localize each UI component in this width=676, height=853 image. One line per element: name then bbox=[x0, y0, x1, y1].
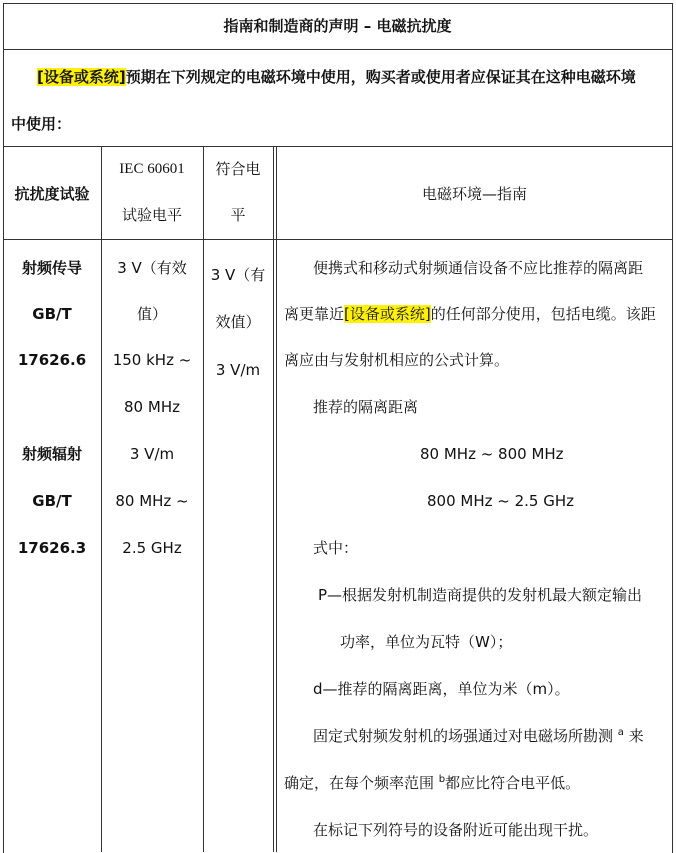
test-rf-conducted-std-2: 17626.6 bbox=[17, 351, 87, 369]
iec-freq-conducted-2: 80 MHz bbox=[124, 398, 180, 416]
test-rf-radiated-std-2: 17626.3 bbox=[17, 539, 87, 557]
guidance-fixed-line-1-post: 来 bbox=[628, 727, 644, 745]
test-rf-radiated: 射频辐射 bbox=[21, 445, 82, 463]
header-compliance-1: 符合电 bbox=[215, 160, 261, 178]
guidance-recommended-distance: 推荐的隔离距离 bbox=[313, 398, 419, 416]
iec-freq-conducted-1: 150 kHz ~ bbox=[112, 351, 192, 369]
iec-level-conducted-1: 3 V（有效 bbox=[117, 259, 187, 277]
guidance-fixed-line-2 bbox=[284, 773, 580, 793]
guidance-p1-line-2-post: 的任何部分使用，包括电缆。该距 bbox=[430, 305, 656, 323]
footnote-b: b bbox=[438, 774, 446, 785]
page-title: 指南和制造商的声明 – 电磁抗扰度 bbox=[223, 17, 452, 35]
iec-freq-radiated-2: 2.5 GHz bbox=[122, 539, 182, 557]
header-compliance-2: 平 bbox=[230, 206, 246, 224]
iec-level-radiated: 3 V/m bbox=[129, 445, 175, 463]
intro-line-1 bbox=[37, 67, 636, 87]
guidance-fixed-line-2-pre: 确定，在每个频率范围 bbox=[284, 774, 435, 792]
guidance-p1-line-3: 离应由与发射机相应的公式计算。 bbox=[284, 351, 510, 369]
guidance-freq-range-1: 80 MHz ~ 800 MHz bbox=[420, 445, 564, 463]
guidance-where: 式中： bbox=[313, 539, 359, 557]
guidance-p1-line-1: 便携式和移动式射频通信设备不应比推荐的隔离距 bbox=[313, 259, 644, 277]
guidance-p1-line-2 bbox=[284, 304, 656, 324]
rule-col4-inner bbox=[276, 146, 277, 852]
rule-title-bottom bbox=[3, 49, 672, 50]
header-iec-level-2: 试验电平 bbox=[121, 206, 182, 224]
compliance-radiated: 3 V/m bbox=[215, 361, 261, 379]
rule-col2 bbox=[203, 146, 204, 852]
guidance-fixed-line-2-post: 都应比符合电平低。 bbox=[445, 774, 581, 792]
header-environment-guidance: 电磁环境—指南 bbox=[421, 185, 527, 203]
header-iec-level-1: IEC 60601 bbox=[119, 161, 185, 177]
guidance-p-def-2: 功率，单位为瓦特（W）； bbox=[340, 633, 513, 651]
guidance-p1-line-2-pre: 离更靠近 bbox=[284, 305, 345, 323]
guidance-freq-range-2: 800 MHz ~ 2.5 GHz bbox=[427, 492, 574, 510]
guidance-p-def-1: P—根据发射机制造商提供的发射机最大额定输出 bbox=[318, 586, 643, 604]
footnote-a: a bbox=[617, 727, 624, 738]
compliance-conducted-2: 效值） bbox=[215, 313, 261, 331]
iec-level-conducted-2: 值） bbox=[136, 305, 167, 323]
header-immunity-test: 抗扰度试验 bbox=[14, 185, 90, 203]
test-rf-conducted: 射频传导 bbox=[21, 259, 82, 277]
guidance-fixed-line-1-pre: 固定式射频发射机的场强通过对电磁场所勘测 bbox=[313, 727, 614, 745]
guidance-d-def: d—推荐的隔离距离，单位为米（m）。 bbox=[313, 680, 570, 698]
intro-line-1-text: 预期在下列规定的电磁环境中使用，购买者或使用者应保证其在这种电磁环境 bbox=[125, 68, 636, 86]
compliance-conducted-1: 3 V（有 bbox=[210, 266, 266, 284]
test-rf-radiated-std-1: GB/T bbox=[32, 492, 72, 510]
test-rf-conducted-std-1: GB/T bbox=[32, 305, 72, 323]
iec-freq-radiated-1: 80 MHz ~ bbox=[115, 492, 189, 510]
intro-highlight: [设备或系统] bbox=[37, 68, 126, 86]
rule-col3 bbox=[273, 146, 274, 852]
guidance-last-line: 在标记下列符号的设备附近可能出现干扰。 bbox=[313, 821, 599, 839]
rule-header-bottom bbox=[3, 239, 672, 240]
guidance-highlight: [设备或系统] bbox=[344, 305, 431, 323]
rule-intro-bottom bbox=[3, 146, 672, 147]
intro-line-2: 中使用： bbox=[11, 115, 72, 133]
guidance-fixed-line-1 bbox=[313, 726, 644, 746]
